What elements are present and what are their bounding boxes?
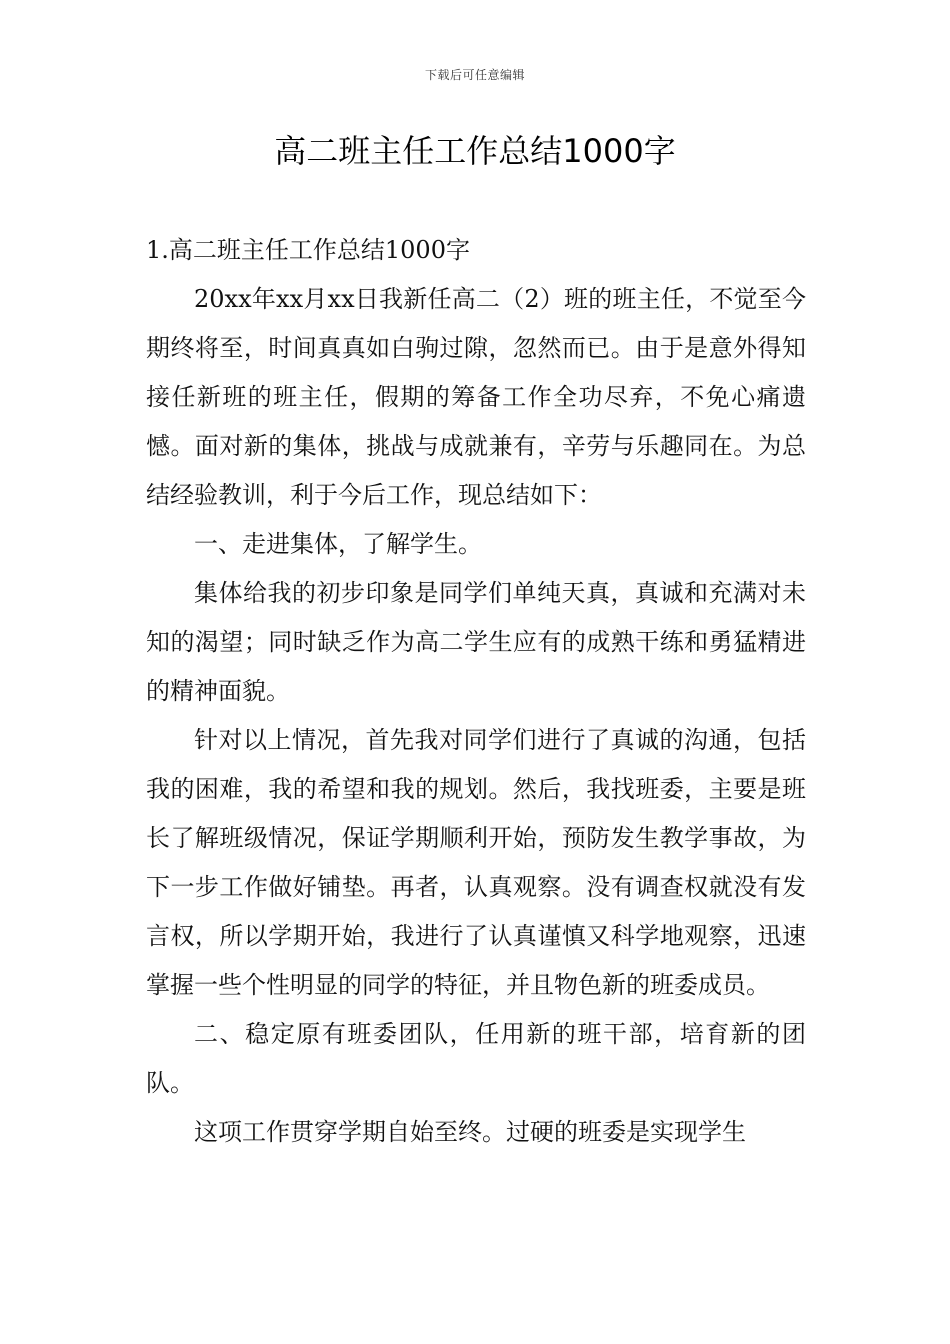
paragraph-actions: 针对以上情况，首先我对同学们进行了真诚的沟通，包括我的困难，我的希望和我的规划。然后，我找班委，主要是班长了解班级情况，保证学期顺利开始，预防发生教学事故，为下一步工作做好铺垫。再者，认真观察。没有调查权就没有发言权，所以学期开始，我进行了认真谨慎又科学地观察，迅速掌握一些个性明显的同学的特征，并且物色新的班委成员。: [146, 726, 806, 999]
header-note: 下载后可任意编辑: [424, 68, 525, 82]
section-heading: 1.高二班主任工作总结1000字: [146, 236, 470, 264]
subheading-one: 一、走进集体，了解学生。: [194, 530, 482, 558]
subheading-two: 二、稳定原有班委团队，任用新的班干部，培育新的团队。: [146, 1020, 806, 1097]
document-body: [146, 226, 806, 1157]
document-title: 高二班主任工作总结1000字: [274, 132, 676, 170]
paragraph-impression: 集体给我的初步印象是同学们单纯天真，真诚和充满对未知的渴望；同时缺乏作为高二学生应有的成熟干练和勇猛精进的精神面貌。: [146, 579, 806, 705]
paragraph-intro: 20xx年xx月xx日我新任高二（2）班的班主任，不觉至今期终将至，时间真真如白驹过隙，忽然而已。由于是意外得知接任新班的班主任，假期的筹备工作全功尽弃，不免心痛遗憾。面对新的集体，挑战与成就兼有，辛劳与乐趣同在。为总结经验教训，利于今后工作，现总结如下：: [146, 285, 806, 509]
paragraph-team: 这项工作贯穿学期自始至终。过硬的班委是实现学生: [194, 1118, 746, 1146]
